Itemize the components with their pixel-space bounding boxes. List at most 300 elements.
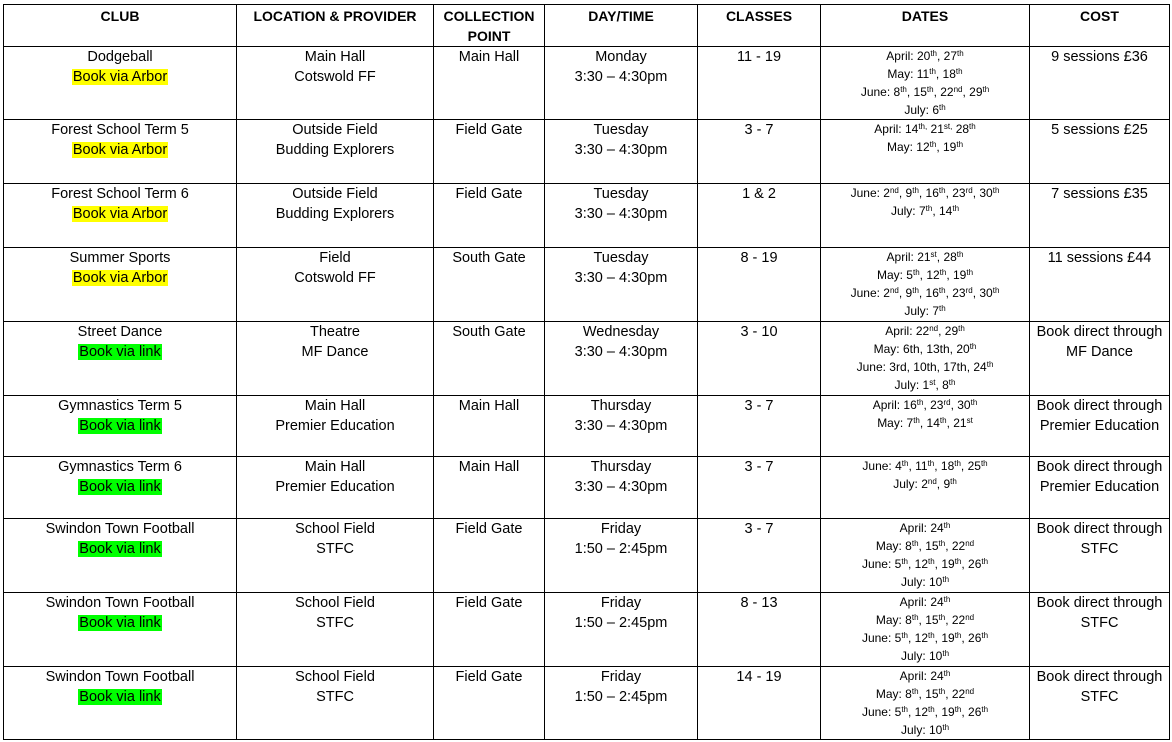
date-text: , 23 <box>923 398 944 412</box>
date-text: May: 7 <box>877 416 914 430</box>
date-ordinal: th <box>943 521 951 530</box>
day: Thursday <box>590 398 652 414</box>
book-via-link[interactable]: Book via link <box>79 689 161 705</box>
date-text: , 29 <box>938 324 959 338</box>
date-ordinal: th <box>901 459 909 468</box>
day: Friday <box>600 521 642 537</box>
date-text: , 14 <box>932 204 953 218</box>
date-text: , 19 <box>936 140 957 154</box>
date-text: , 30 <box>972 286 993 300</box>
time: 3:30 – 4:30pm <box>574 479 668 495</box>
classes: 8 - 13 <box>698 593 821 667</box>
date-ordinal: th <box>912 286 919 295</box>
date-text: , 16 <box>918 286 939 300</box>
club-cell <box>4 184 237 248</box>
cost: 9 sessions £36 <box>1030 47 1170 120</box>
date-ordinal: th <box>943 595 951 604</box>
book-via-arbor-link[interactable]: Book via Arbor <box>72 206 168 222</box>
dates-cell <box>821 248 1030 322</box>
time: 3:30 – 4:30pm <box>574 69 668 85</box>
day: Tuesday <box>593 186 649 202</box>
date-text: , 19 <box>934 557 955 571</box>
provider: STFC <box>316 689 354 705</box>
date-text: , 19 <box>934 705 955 719</box>
dates-cell <box>821 120 1030 184</box>
date-ordinal: th <box>938 186 946 195</box>
date-line <box>824 414 1026 432</box>
date-line <box>824 667 1026 685</box>
date-ordinal: th <box>942 723 950 732</box>
date-ordinal: rd <box>965 286 973 295</box>
date-ordinal: th <box>966 268 974 277</box>
date-ordinal: th <box>942 575 950 584</box>
date-ordinal: th <box>912 268 920 277</box>
date-ordinal: th <box>969 122 976 131</box>
time: 1:50 – 2:45pm <box>574 689 668 705</box>
date-text: July: 10 <box>900 575 943 589</box>
date-line <box>824 475 1026 493</box>
date-text: May: 8 <box>875 687 912 701</box>
date-line <box>824 120 1026 138</box>
date-ordinal: th <box>981 557 989 566</box>
location: School Field <box>295 669 375 685</box>
table-row <box>4 47 1170 120</box>
date-text: June: 5 <box>861 631 902 645</box>
classes: 3 - 7 <box>698 519 821 593</box>
day-time-cell <box>545 457 698 519</box>
table-row <box>4 519 1170 593</box>
date-ordinal: th <box>901 631 908 640</box>
location: Main Hall <box>304 398 366 414</box>
location: Field <box>319 250 351 266</box>
date-ordinal: th <box>938 539 946 548</box>
club-name: Gymnastics Term 6 <box>58 459 182 475</box>
date-text: July: 10 <box>900 649 943 663</box>
location-cell <box>237 120 434 184</box>
date-ordinal: th <box>938 687 946 696</box>
provider: MF Dance <box>301 344 369 360</box>
header-location: LOCATION & PROVIDER <box>237 5 434 47</box>
date-ordinal: rd <box>965 186 973 195</box>
date-text: , 8 <box>935 378 949 392</box>
table-row <box>4 248 1170 322</box>
date-ordinal: th <box>938 286 946 295</box>
date-ordinal: th <box>970 398 978 407</box>
location: Main Hall <box>304 459 366 475</box>
date-text: , 18 <box>934 459 955 473</box>
date-ordinal: th <box>912 186 919 195</box>
time: 3:30 – 4:30pm <box>574 142 668 158</box>
club-name: Gymnastics Term 5 <box>58 398 182 414</box>
date-ordinal: th <box>958 324 965 333</box>
date-ordinal: nd <box>889 186 899 195</box>
club-name: Forest School Term 6 <box>51 186 189 202</box>
location-cell <box>237 396 434 457</box>
date-text: April: 16 <box>872 398 917 412</box>
date-line <box>824 611 1026 629</box>
date-text: , 30 <box>950 398 971 412</box>
date-text: , 9 <box>898 186 913 200</box>
date-text: May: 8 <box>875 613 912 627</box>
location: School Field <box>295 521 375 537</box>
table-row <box>4 120 1170 184</box>
date-ordinal: th <box>927 459 935 468</box>
date-ordinal: th <box>916 398 924 407</box>
day: Wednesday <box>582 324 660 340</box>
date-text: , 12 <box>907 557 928 571</box>
date-line <box>824 358 1026 376</box>
date-text: June: 4 <box>862 459 902 473</box>
date-ordinal: nd <box>889 286 899 295</box>
date-text: 28 <box>952 122 970 136</box>
date-text: , 16 <box>918 186 939 200</box>
collection-point: South Gate <box>434 248 545 322</box>
date-line <box>824 184 1026 202</box>
date-ordinal: rd <box>943 398 951 407</box>
collection-point: Field Gate <box>434 667 545 740</box>
date-text: , 19 <box>934 631 955 645</box>
date-text: , 21 <box>946 416 967 430</box>
date-text: June: 2 <box>850 186 890 200</box>
date-ordinal: th <box>954 459 961 468</box>
classes: 14 - 19 <box>698 667 821 740</box>
day: Friday <box>600 595 642 611</box>
day-time-cell <box>545 184 698 248</box>
collection-point: South Gate <box>434 322 545 396</box>
book-via-link[interactable]: Book via link <box>79 344 161 360</box>
date-text: May: 12 <box>886 140 930 154</box>
date-ordinal: th <box>943 669 951 678</box>
date-text: April: 24 <box>899 595 944 609</box>
date-line <box>824 593 1026 611</box>
date-ordinal: th <box>901 705 908 714</box>
dates-cell <box>821 593 1030 667</box>
date-line <box>824 47 1026 65</box>
date-ordinal: th <box>911 539 919 548</box>
date-ordinal: th, <box>918 122 928 131</box>
date-text: , 26 <box>961 705 982 719</box>
collection-point: Field Gate <box>434 184 545 248</box>
location: Theatre <box>310 324 360 340</box>
date-text: , 30 <box>972 186 993 200</box>
club-cell <box>4 457 237 519</box>
date-ordinal: nd <box>965 539 975 548</box>
date-text: , 26 <box>961 557 982 571</box>
date-ordinal: th <box>992 186 1000 195</box>
date-text: June: 8 <box>860 85 901 99</box>
date-text: , 15 <box>918 539 939 553</box>
date-ordinal: th <box>956 250 964 259</box>
location-cell <box>237 47 434 120</box>
date-text: , 14 <box>919 416 940 430</box>
book-via-arbor-link[interactable]: Book via Arbor <box>72 69 168 85</box>
cost: Book direct through STFC <box>1030 593 1170 667</box>
date-ordinal: th <box>928 557 935 566</box>
day-time-cell <box>545 120 698 184</box>
club-cell <box>4 248 237 322</box>
club-cell <box>4 120 237 184</box>
header-cost: COST <box>1030 5 1170 47</box>
date-text: July: 7 <box>890 204 926 218</box>
dates-cell <box>821 184 1030 248</box>
date-text: , 12 <box>907 705 928 719</box>
date-ordinal: th <box>986 360 994 369</box>
date-ordinal: th <box>911 687 919 696</box>
date-ordinal: th <box>938 613 946 622</box>
date-text: , 27 <box>937 49 958 63</box>
cost: 5 sessions £25 <box>1030 120 1170 184</box>
dates-cell <box>821 47 1030 120</box>
date-text: , 22 <box>945 613 966 627</box>
date-line <box>824 302 1026 320</box>
header-daytime: DAY/TIME <box>545 5 698 47</box>
date-text: , 15 <box>906 85 927 99</box>
day: Tuesday <box>593 250 649 266</box>
collection-point: Field Gate <box>434 593 545 667</box>
date-text: , 12 <box>907 631 928 645</box>
date-text: June: 5 <box>861 705 902 719</box>
date-text: , 22 <box>933 85 954 99</box>
date-ordinal: th <box>954 705 962 714</box>
location-cell <box>237 248 434 322</box>
date-ordinal: th <box>956 140 964 149</box>
date-ordinal: st <box>930 250 937 259</box>
collection-point: Main Hall <box>434 47 545 120</box>
classes: 3 - 10 <box>698 322 821 396</box>
date-ordinal: th <box>955 67 963 76</box>
club-cell <box>4 396 237 457</box>
date-ordinal: st <box>929 378 936 387</box>
book-via-arbor-link[interactable]: Book via Arbor <box>72 270 168 286</box>
day-time-cell <box>545 519 698 593</box>
club-name: Swindon Town Football <box>45 595 195 611</box>
date-text: 21 <box>927 122 944 136</box>
date-ordinal: nd <box>953 85 963 94</box>
location-cell <box>237 667 434 740</box>
cost: Book direct through STFC <box>1030 667 1170 740</box>
date-ordinal: th <box>954 631 962 640</box>
cost: 7 sessions £35 <box>1030 184 1170 248</box>
date-text: May: 11 <box>887 67 930 81</box>
provider: Budding Explorers <box>275 206 395 222</box>
cost: Book direct through STFC <box>1030 519 1170 593</box>
dates-cell <box>821 519 1030 593</box>
provider: Cotswold FF <box>294 69 376 85</box>
book-via-link[interactable]: Book via link <box>79 479 161 495</box>
table-row <box>4 322 1170 396</box>
date-ordinal: th <box>911 613 919 622</box>
date-text: July: 7 <box>904 304 939 318</box>
date-text: June: 5 <box>861 557 902 571</box>
location: Outside Field <box>292 122 378 138</box>
dates-cell <box>821 457 1030 519</box>
date-text: April: 22 <box>885 324 930 338</box>
date-ordinal: th <box>950 477 957 486</box>
book-via-link[interactable]: Book via link <box>79 418 161 434</box>
club-cell <box>4 47 237 120</box>
header-row <box>4 5 1170 47</box>
clubs-table <box>3 4 1170 740</box>
date-line <box>824 284 1026 302</box>
provider: STFC <box>316 541 354 557</box>
time: 3:30 – 4:30pm <box>574 344 668 360</box>
date-ordinal: th <box>926 85 934 94</box>
time: 1:50 – 2:45pm <box>574 615 668 631</box>
date-text: , 22 <box>945 687 966 701</box>
book-via-link[interactable]: Book via link <box>79 615 161 631</box>
date-ordinal: th <box>939 268 947 277</box>
dates-cell <box>821 396 1030 457</box>
date-line <box>824 629 1026 647</box>
classes: 8 - 19 <box>698 248 821 322</box>
provider: Budding Explorers <box>275 142 395 158</box>
date-ordinal: th <box>982 85 990 94</box>
date-text: , 19 <box>946 268 967 282</box>
table-row <box>4 396 1170 457</box>
date-ordinal: th <box>980 459 988 468</box>
date-text: , 29 <box>962 85 983 99</box>
date-ordinal: st, <box>943 122 953 131</box>
date-ordinal: th <box>992 286 1000 295</box>
table-row <box>4 667 1170 740</box>
table-row <box>4 457 1170 519</box>
date-line <box>824 573 1026 591</box>
club-cell <box>4 593 237 667</box>
date-ordinal: th <box>981 705 989 714</box>
date-ordinal: th <box>952 204 960 213</box>
date-text: , 25 <box>960 459 981 473</box>
location-cell <box>237 519 434 593</box>
date-line <box>824 376 1026 394</box>
date-line <box>824 519 1026 537</box>
date-ordinal: th <box>929 140 937 149</box>
date-ordinal: th <box>954 557 962 566</box>
classes: 3 - 7 <box>698 457 821 519</box>
date-line <box>824 248 1026 266</box>
date-text: July: 1 <box>894 378 930 392</box>
date-text: , 9 <box>898 286 913 300</box>
day-time-cell <box>545 593 698 667</box>
cost: 11 sessions £44 <box>1030 248 1170 322</box>
date-line <box>824 65 1026 83</box>
header-club: CLUB <box>4 5 237 47</box>
date-ordinal: st <box>966 416 973 425</box>
book-via-link[interactable]: Book via link <box>79 541 161 557</box>
date-ordinal: nd <box>965 687 975 696</box>
date-text: April: 24 <box>899 669 944 683</box>
date-ordinal: th <box>939 416 947 425</box>
date-ordinal: th <box>969 342 977 351</box>
classes: 11 - 19 <box>698 47 821 120</box>
date-line <box>824 396 1026 414</box>
dates-cell <box>821 667 1030 740</box>
day: Friday <box>600 669 642 685</box>
cost: Book direct through Premier Education <box>1030 396 1170 457</box>
date-text: , 18 <box>935 67 956 81</box>
date-ordinal: th <box>900 85 907 94</box>
date-line <box>824 101 1026 119</box>
classes: 3 - 7 <box>698 396 821 457</box>
date-text: April: 21 <box>886 250 931 264</box>
date-text: , 11 <box>908 459 928 473</box>
provider: STFC <box>316 615 354 631</box>
date-ordinal: th <box>948 378 956 387</box>
date-ordinal: th <box>957 49 964 58</box>
club-cell <box>4 322 237 396</box>
date-text: May: 6th, 13th, 20 <box>873 342 970 356</box>
date-text: July: 2 <box>893 477 928 491</box>
date-ordinal: nd <box>929 324 939 333</box>
date-ordinal: th <box>901 557 908 566</box>
date-ordinal: th <box>939 304 946 313</box>
time: 3:30 – 4:30pm <box>574 206 668 222</box>
date-text: , 12 <box>919 268 940 282</box>
classes: 3 - 7 <box>698 120 821 184</box>
cost: Book direct through Premier Education <box>1030 457 1170 519</box>
location-cell <box>237 593 434 667</box>
date-text: July: 6 <box>904 103 939 117</box>
time: 1:50 – 2:45pm <box>574 541 668 557</box>
date-line <box>824 457 1026 475</box>
provider: Cotswold FF <box>294 270 376 286</box>
day: Tuesday <box>593 122 649 138</box>
day-time-cell <box>545 248 698 322</box>
date-text: June: 3rd, 10th, 17th, 24 <box>856 360 987 374</box>
date-line <box>824 340 1026 358</box>
date-ordinal: nd <box>965 613 975 622</box>
date-ordinal: th <box>925 204 933 213</box>
time: 3:30 – 4:30pm <box>574 418 668 434</box>
day-time-cell <box>545 667 698 740</box>
table-row <box>4 593 1170 667</box>
date-text: April: 14 <box>874 122 919 136</box>
date-line <box>824 83 1026 101</box>
book-via-arbor-link[interactable]: Book via Arbor <box>72 142 168 158</box>
club-name: Swindon Town Football <box>45 669 195 685</box>
date-line <box>824 202 1026 220</box>
date-text: , 23 <box>945 186 966 200</box>
date-text: , 23 <box>945 286 966 300</box>
club-name: Forest School Term 5 <box>51 122 189 138</box>
date-text: , 9 <box>936 477 951 491</box>
day-time-cell <box>545 396 698 457</box>
date-ordinal: th <box>928 631 935 640</box>
day-time-cell <box>545 322 698 396</box>
time: 3:30 – 4:30pm <box>574 270 668 286</box>
club-name: Summer Sports <box>69 250 171 266</box>
date-line <box>824 647 1026 665</box>
provider: Premier Education <box>275 479 395 495</box>
date-ordinal: th <box>913 416 920 425</box>
date-text: April: 24 <box>899 521 944 535</box>
collection-point: Field Gate <box>434 120 545 184</box>
date-line <box>824 266 1026 284</box>
collection-point: Main Hall <box>434 396 545 457</box>
header-classes: CLASSES <box>698 5 821 47</box>
collection-point: Main Hall <box>434 457 545 519</box>
date-text: , 28 <box>936 250 957 264</box>
date-line <box>824 537 1026 555</box>
day: Thursday <box>590 459 652 475</box>
header-collection: COLLECTION POINT <box>434 5 545 47</box>
date-line <box>824 721 1026 739</box>
date-text: April: 20 <box>886 49 931 63</box>
location: Main Hall <box>304 49 366 65</box>
location: School Field <box>295 595 375 611</box>
day: Monday <box>595 49 647 65</box>
collection-point: Field Gate <box>434 519 545 593</box>
date-ordinal: th <box>939 103 946 112</box>
